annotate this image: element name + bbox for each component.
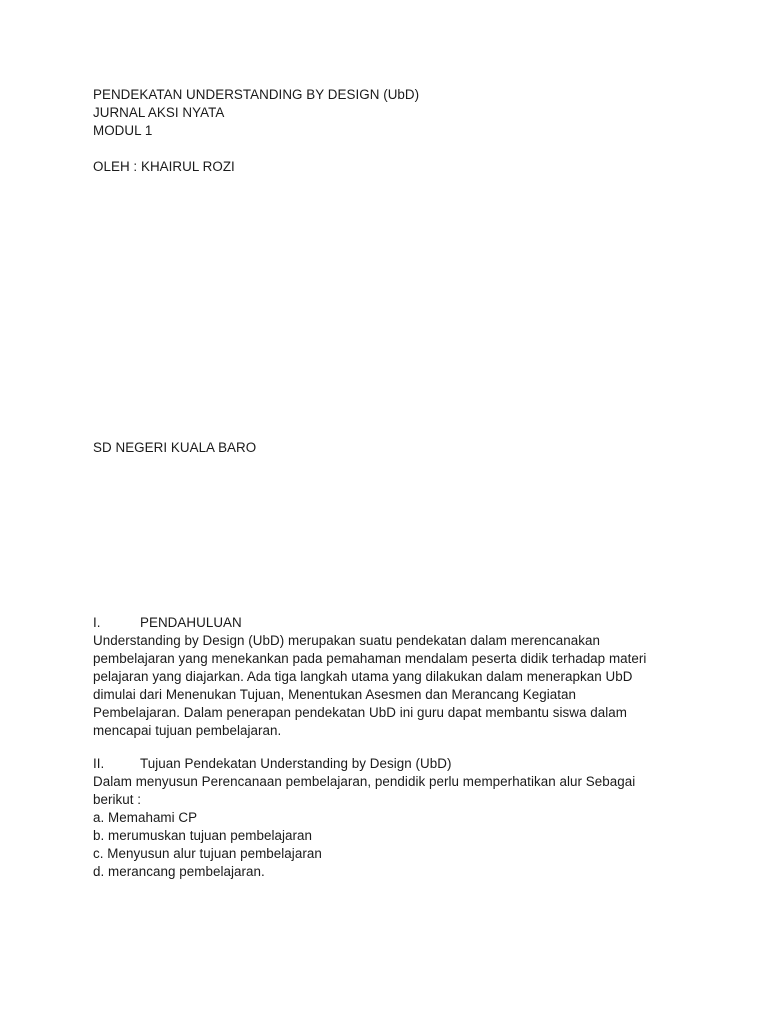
section-1-heading — [93, 614, 242, 632]
section-2-number: II. — [93, 756, 105, 771]
section-2-paragraph-line: berikut : — [93, 792, 142, 807]
section-1-title: PENDAHULUAN — [140, 615, 242, 630]
section-1-paragraph-line: Pembelajaran. Dalam penerapan pendekatan UbD ini guru dapat membantu siswa dalam — [93, 705, 627, 720]
title-line-3: MODUL 1 — [93, 123, 153, 138]
author-line: OLEH : KHAIRUL ROZI — [93, 159, 235, 174]
section-2-title: Tujuan Pendekatan Understanding by Design (UbD) — [140, 756, 452, 771]
list-item: b. merumuskan tujuan pembelajaran — [93, 828, 312, 843]
title-line-1: PENDEKATAN UNDERSTANDING BY DESIGN (UbD) — [93, 87, 420, 102]
list-item: d. merancang pembelajaran. — [93, 864, 265, 879]
school-name: SD NEGERI KUALA BARO — [93, 440, 257, 455]
section-1-paragraph-line: pelajaran yang diajarkan. Ada tiga langkah utama yang dilakukan dalam menerapkan UbD — [93, 669, 633, 684]
section-1-number: I. — [93, 615, 101, 630]
section-1-paragraph-line: mencapai tujuan pembelajaran. — [93, 723, 282, 738]
list-item: c. Menyusun alur tujuan pembelajaran — [93, 846, 322, 861]
title-line-2: JURNAL AKSI NYATA — [93, 105, 225, 120]
section-2-paragraph-line: Dalam menyusun Perencanaan pembelajaran, pendidik perlu memperhatikan alur Sebagai — [93, 774, 636, 789]
section-1-paragraph-line: pembelajaran yang menekankan pada pemahaman mendalam peserta didik terhadap materi — [93, 651, 647, 666]
section-2-heading — [93, 755, 452, 773]
list-item: a. Memahami CP — [93, 810, 198, 825]
section-1-paragraph-line: Understanding by Design (UbD) merupakan suatu pendekatan dalam merencanakan — [93, 633, 600, 648]
section-1-paragraph-line: dimulai dari Menenukan Tujuan, Menentukan Asesmen dan Merancang Kegiatan — [93, 687, 576, 702]
